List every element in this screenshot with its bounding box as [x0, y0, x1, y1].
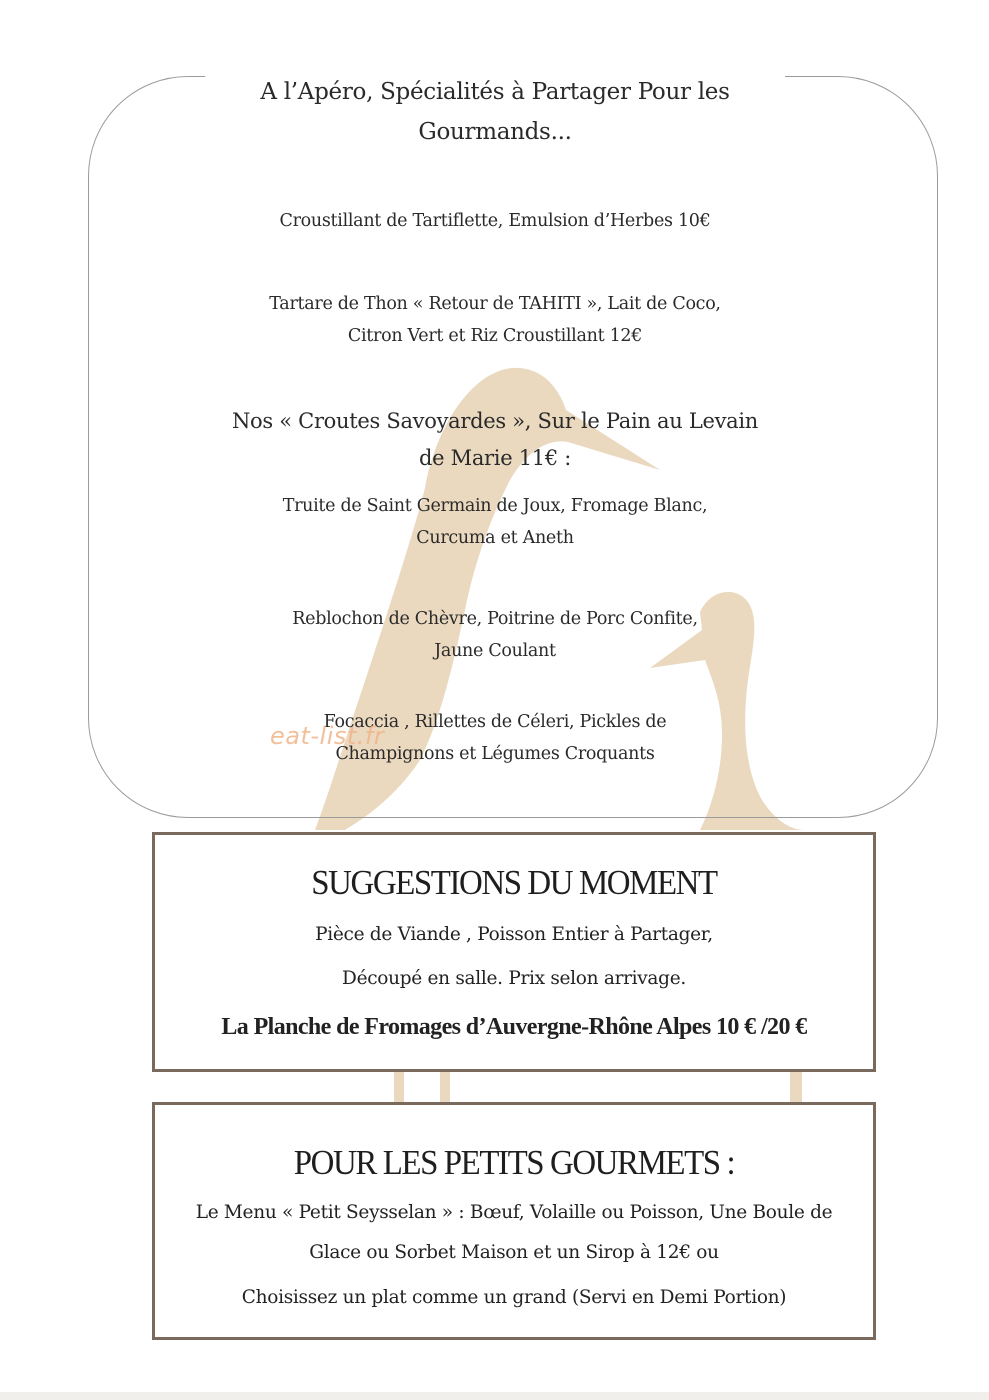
kids-menu-heading: POUR LES PETITS GOURMETS :	[293, 1143, 735, 1182]
apero-section-title	[205, 72, 785, 152]
menu-item-focaccia	[160, 706, 830, 770]
menu-item-tartiflette	[160, 205, 830, 237]
menu-item-line: Croustillant de Tartiflette, Emulsion d’Herbes 10€	[279, 211, 711, 231]
large-heron-leg-2	[440, 1070, 450, 1102]
suggestions-line: Pièce de Viande , Poisson Entier à Partager,	[315, 924, 713, 945]
kids-menu-line: Le Menu « Petit Seysselan » : Bœuf, Volaille ou Poisson, Une Boule de	[195, 1202, 833, 1223]
menu-item-line: Truite de Saint Germain de Joux, Fromage Blanc,	[282, 496, 708, 516]
menu-item-line: Champignons et Légumes Croquants	[335, 744, 655, 764]
suggestions-line: Découpé en salle. Prix selon arrivage.	[342, 968, 686, 989]
menu-item-line: Jaune Coulant	[434, 641, 556, 661]
small-heron-leg	[790, 1070, 802, 1102]
cheese-platter-line: La Planche de Fromages d’Auvergne-Rhône Alpes 10 € /20 €	[221, 1014, 807, 1040]
menu-item-line: Tartare de Thon « Retour de TAHITI », Lait de Coco,	[269, 294, 721, 314]
menu-item-line: de Marie 11€ :	[418, 446, 572, 470]
kids-menu-line: Choisissez un plat comme un grand (Servi en Demi Portion)	[241, 1287, 787, 1308]
menu-item-tartare-thon	[160, 288, 830, 352]
menu-item-reblochon	[160, 603, 830, 667]
apero-title-line: A l’Apéro, Spécialités à Partager Pour les	[260, 79, 730, 105]
kids-menu-line: Glace ou Sorbet Maison et un Sirop à 12€ ou	[309, 1242, 719, 1263]
large-heron-leg-1	[394, 1070, 404, 1102]
menu-item-line: Nos « Croutes Savoyardes », Sur le Pain au Levain	[231, 409, 759, 433]
suggestions-box	[152, 832, 876, 1072]
menu-item-line: Citron Vert et Riz Croustillant 12€	[347, 326, 643, 346]
menu-item-line: Curcuma et Aneth	[416, 528, 574, 548]
menu-item-truite	[160, 490, 830, 554]
suggestions-heading: SUGGESTIONS DU MOMENT	[311, 863, 717, 902]
watermark-text: eat-list.fr	[270, 722, 385, 750]
apero-title-line: Gourmands...	[418, 119, 572, 145]
menu-item-line: Reblochon de Chèvre, Poitrine de Porc Confite,	[292, 609, 698, 629]
menu-item-croutes-savoyardes	[160, 403, 830, 477]
bottom-strip	[0, 1392, 989, 1400]
kids-menu-box	[152, 1102, 876, 1340]
menu-item-line: Focaccia , Rillettes de Céleri, Pickles de	[323, 712, 667, 732]
